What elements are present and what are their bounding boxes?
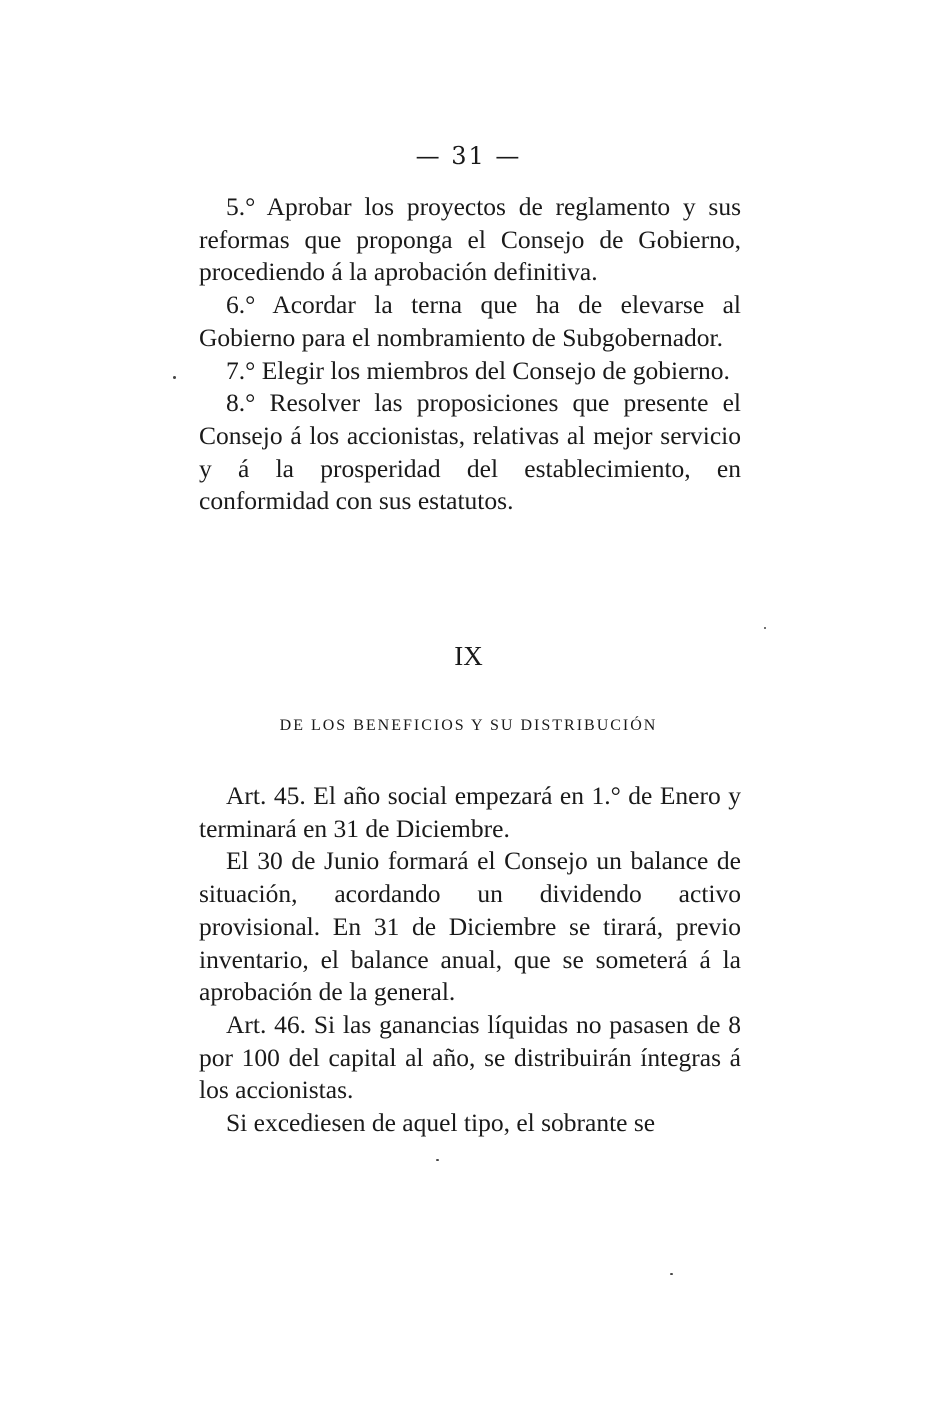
paragraph: Si excediesen de aquel tipo, el sobrante se xyxy=(226,1108,656,1138)
paragraph: Art. 45. El año social empezará en 1.° de Enero y terminará en 31 de Diciembre. xyxy=(199,781,741,843)
section-number: IX xyxy=(454,641,483,671)
paragraph: Art. 46. Si las ganancias líquidas no pasasen de 8 por 100 del capital al año, se distribuirán íntegras á los accionistas. xyxy=(199,1009,741,1105)
paragraph: 7.° Elegir los miembros del Consejo de gobierno. xyxy=(226,355,730,385)
text-block-powers xyxy=(199,191,741,518)
paragraph: El 30 de Junio formará el Consejo un balance de situación, acordando un dividendo activo provisional. En 31 de Diciembre se tirará, previo inventario, el balance anual, que se someterá á la aprobación de la general. xyxy=(199,846,741,1007)
ink-speck xyxy=(436,1159,439,1161)
page-number: — 31 — xyxy=(415,142,522,170)
ink-speck xyxy=(173,376,176,379)
ink-speck xyxy=(764,627,766,629)
section-title: DE LOS BENEFICIOS Y SU DISTRIBUCIÓN xyxy=(279,717,658,734)
text-block-articles xyxy=(199,780,741,1140)
paragraph: 5.° Aprobar los proyectos de reglamento y sus reformas que proponga el Consejo de Gobierno, procediendo á la aprobación definitiva. xyxy=(199,192,741,287)
paragraph: 6.° Acordar la terna que ha de elevarse al Gobierno para el nombramiento de Subgobernador. xyxy=(199,290,741,352)
ink-speck xyxy=(670,1273,673,1275)
paragraph: 8.° Resolver las proposiciones que presente el Consejo á los accionistas, relativas al mejor servicio y á la prosperidad del establecimiento, en conformidad con sus estatutos. xyxy=(199,388,741,516)
